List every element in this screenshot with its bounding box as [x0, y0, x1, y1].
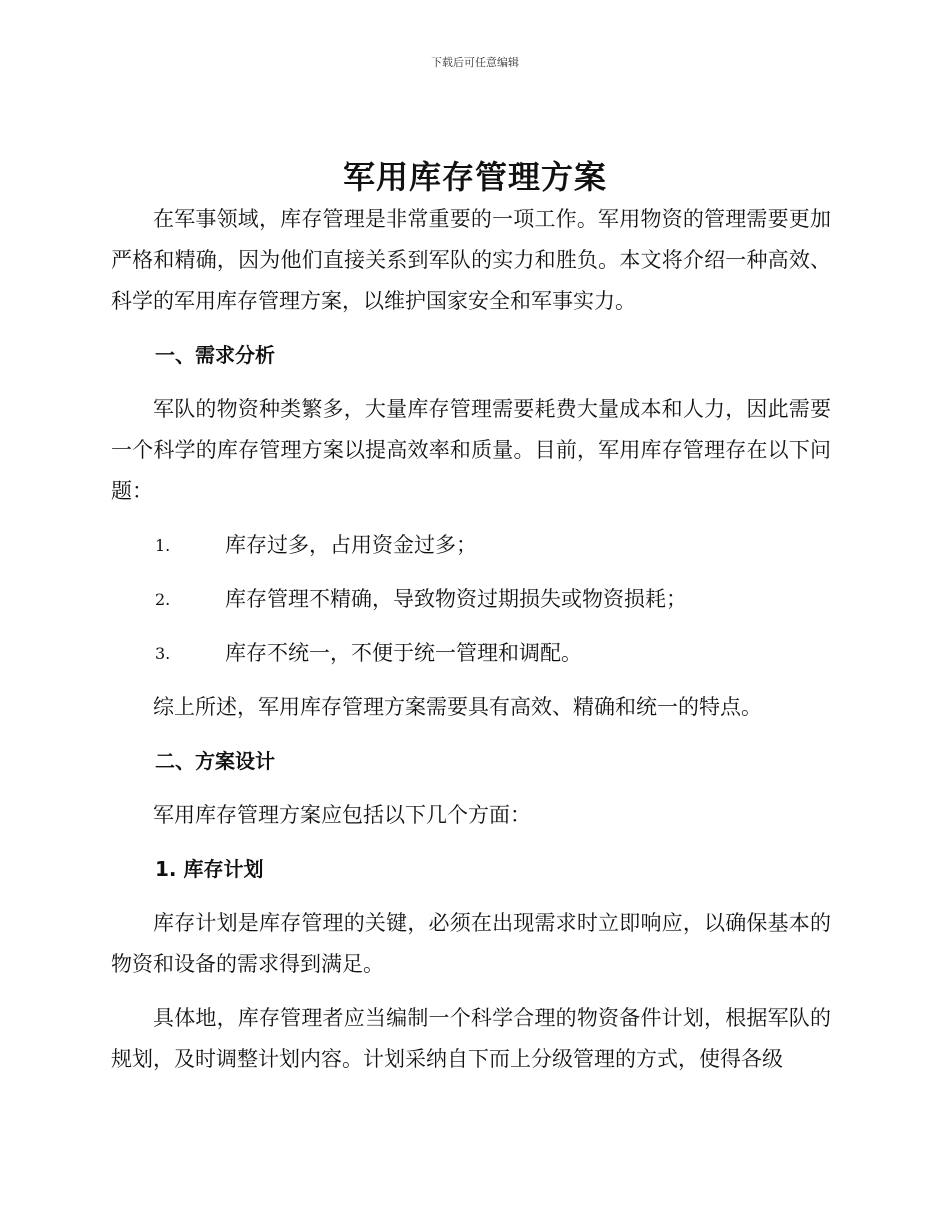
design-intro-paragraph: 军用库存管理方案应包括以下几个方面： — [153, 803, 531, 827]
list-number: 3. — [155, 644, 171, 663]
requirements-paragraph: 军队的物资种类繁多，大量库存管理需要耗费大量成本和人力，因此需要一个科学的库存管理方案以提高效率和质量。目前，军用库存管理存在以下问题： — [111, 397, 831, 503]
inventory-plan-paragraph-2: 具体地，库存管理者应当编制一个科学合理的物资备件计划，根据军队的规划，及时调整计划内容。计划采纳自下而上分级管理的方式，使得各级 — [111, 1006, 831, 1071]
inventory-plan-paragraph-1: 库存计划是库存管理的关键，必须在出现需求时立即响应，以确保基本的物资和设备的需求得到满足。 — [111, 911, 831, 976]
section-heading-design: 二、方案设计 — [155, 749, 275, 773]
summary-paragraph: 综上所述，军用库存管理方案需要具有高效、精确和统一的特点。 — [153, 695, 762, 719]
list-text: 库存过多，占用资金过多； — [225, 533, 477, 557]
list-number: 1. — [155, 536, 171, 555]
document-title: 军用库存管理方案 — [342, 158, 607, 196]
section-heading-requirements: 一、需求分析 — [155, 343, 275, 367]
list-item — [111, 525, 831, 566]
header-note: 下载后可任意编辑 — [431, 56, 519, 69]
list-text: 库存不统一，不便于统一管理和调配。 — [225, 641, 582, 665]
list-item — [111, 633, 831, 674]
intro-paragraph: 在军事领域，库存管理是非常重要的一项工作。军用物资的管理需要更加严格和精确，因为他们直接关系到军队的实力和胜负。本文将介绍一种高效、科学的军用库存管理方案，以维护国家安全和军事实力。 — [111, 207, 831, 313]
list-item — [111, 579, 831, 620]
list-text: 库存管理不精确，导致物资过期损失或物资损耗； — [225, 587, 687, 611]
list-number: 2. — [155, 590, 171, 609]
subsection-heading-inventory-plan: 1. 库存计划 — [155, 857, 264, 881]
document-body — [111, 199, 831, 1093]
